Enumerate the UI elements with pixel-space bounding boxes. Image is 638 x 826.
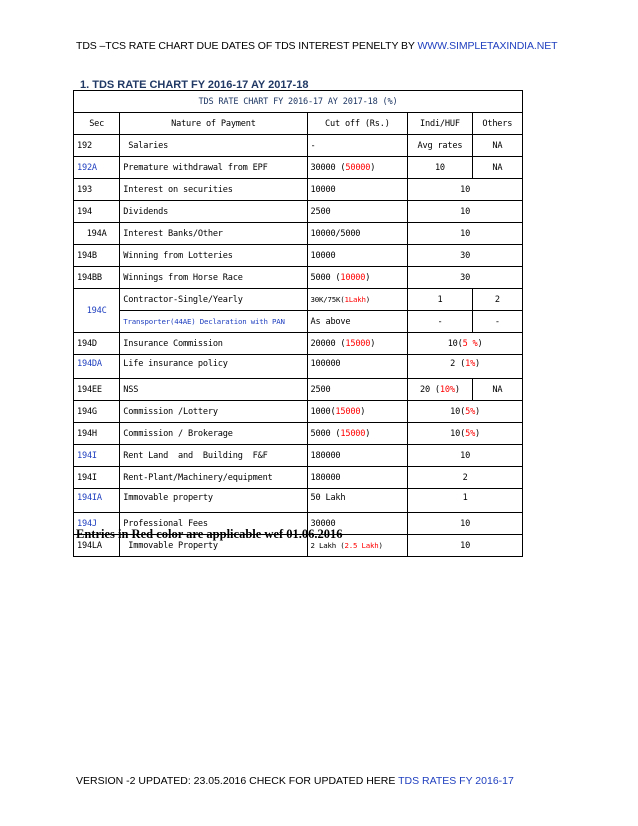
cutoff-cell: 100000: [307, 355, 408, 379]
header-text: TDS –TCS RATE CHART DUE DATES OF TDS INTEREST PENELTY BY: [76, 40, 418, 52]
table-row: [74, 445, 523, 467]
table-row: [74, 201, 523, 223]
sec-cell: 194B: [74, 245, 120, 267]
nature-cell: Interest on securities: [120, 179, 307, 201]
cutoff-cell: 30000 (50000): [307, 157, 408, 179]
table-row: [74, 289, 523, 311]
table-row: [74, 157, 523, 179]
red-entries-note: Entries in Red color are applicable wef 01.06.2016: [76, 527, 343, 541]
sec-cell: 194C: [74, 289, 120, 333]
cutoff-cell: 10000: [307, 179, 408, 201]
nature-cell: Commission /Lottery: [120, 401, 307, 423]
others-cell: NA: [472, 135, 522, 157]
rate-cell: 10: [408, 445, 523, 467]
column-header: Sec: [74, 113, 120, 135]
column-header: Others: [472, 113, 522, 135]
table-caption: TDS RATE CHART FY 2016-17 AY 2017-18 (%): [74, 91, 523, 113]
sec-cell: 194DA: [74, 355, 120, 379]
column-header: Nature of Payment: [120, 113, 307, 135]
cutoff-cell: 30000: [307, 513, 408, 535]
cutoff-cell: 1000(15000): [307, 401, 408, 423]
sec-cell: 194I: [74, 467, 120, 489]
table-row: [74, 135, 523, 157]
indi-cell: 1: [408, 289, 472, 311]
table-row: [74, 223, 523, 245]
page-footer: [76, 775, 514, 787]
cutoff-cell: 5000 (10000): [307, 267, 408, 289]
table-row: [74, 423, 523, 445]
nature-cell: Winnings from Horse Race: [120, 267, 307, 289]
nature-cell: Immovable property: [120, 489, 307, 513]
indi-cell: -: [408, 311, 472, 333]
rate-cell: 10: [408, 179, 523, 201]
table-row: [74, 179, 523, 201]
footer-text: VERSION -2 UPDATED: 23.05.2016 CHECK FOR UPDATED HERE: [76, 775, 399, 787]
others-cell: NA: [472, 379, 522, 401]
sec-cell: 194J: [74, 513, 120, 535]
sec-cell: 192: [74, 135, 120, 157]
rate-cell: 2 (1%): [408, 355, 523, 379]
cutoff-cell: 50 Lakh: [307, 489, 408, 513]
nature-cell: Transporter(44AE) Declaration with PAN: [120, 311, 307, 333]
sec-cell: 193: [74, 179, 120, 201]
sec-cell: 194: [74, 201, 120, 223]
nature-cell: Professional Fees: [120, 513, 307, 535]
cutoff-cell: As above: [307, 311, 408, 333]
table-row: [74, 333, 523, 355]
rate-cell: 30: [408, 245, 523, 267]
indi-cell: 20 (10%): [408, 379, 472, 401]
nature-cell: Commission / Brokerage: [120, 423, 307, 445]
table-row: [74, 379, 523, 401]
tds-rate-table: [73, 90, 523, 557]
others-cell: NA: [472, 157, 522, 179]
sec-cell: 194BB: [74, 267, 120, 289]
cutoff-cell: 2 Lakh (2.5 Lakh): [307, 535, 408, 557]
table-header-row: [74, 113, 523, 135]
table-row: [74, 401, 523, 423]
nature-cell: Salaries: [120, 135, 307, 157]
cutoff-cell: 180000: [307, 467, 408, 489]
sec-cell: 194A: [74, 223, 120, 245]
others-cell: -: [472, 311, 522, 333]
page-header: [76, 40, 557, 52]
rate-cell: 10(5%): [408, 423, 523, 445]
others-cell: 2: [472, 289, 522, 311]
column-header: Indi/HUF: [408, 113, 472, 135]
cutoff-cell: -: [307, 135, 408, 157]
cutoff-cell: 10000/5000: [307, 223, 408, 245]
sec-cell: 194EE: [74, 379, 120, 401]
section-title: 1. TDS RATE CHART FY 2016-17 AY 2017-18: [80, 79, 309, 91]
table-row: [74, 467, 523, 489]
sec-cell: 194LA: [74, 535, 120, 557]
nature-cell: Interest Banks/Other: [120, 223, 307, 245]
nature-cell: Premature withdrawal from EPF: [120, 157, 307, 179]
nature-cell: Rent-Plant/Machinery/equipment: [120, 467, 307, 489]
nature-cell: Contractor-Single/Yearly: [120, 289, 307, 311]
table-row: [74, 311, 523, 333]
table-row: [74, 245, 523, 267]
nature-cell: Dividends: [120, 201, 307, 223]
table-row: [74, 489, 523, 513]
cutoff-cell: 180000: [307, 445, 408, 467]
sec-cell: 194IA: [74, 489, 120, 513]
cutoff-cell: 20000 (15000): [307, 333, 408, 355]
nature-cell: NSS: [120, 379, 307, 401]
rate-cell: 1: [408, 489, 523, 513]
nature-cell: Immovable Property: [120, 535, 307, 557]
cutoff-cell: 2500: [307, 201, 408, 223]
rate-cell: 10(5%): [408, 401, 523, 423]
column-header: Cut off (Rs.): [307, 113, 408, 135]
cutoff-cell: 30K/75K(1Lakh): [307, 289, 408, 311]
sec-cell: 194G: [74, 401, 120, 423]
rate-cell: 10: [408, 513, 523, 535]
table-row: [74, 267, 523, 289]
nature-cell: Winning from Lotteries: [120, 245, 307, 267]
sec-cell: 192A: [74, 157, 120, 179]
header-website-link[interactable]: WWW.SIMPLETAXINDIA.NET: [417, 40, 558, 52]
nature-cell: Rent Land and Building F&F: [120, 445, 307, 467]
rate-cell: 10: [408, 535, 523, 557]
footer-tds-rates-link[interactable]: TDS RATES FY 2016-17: [398, 775, 514, 787]
nature-cell: Life insurance policy: [120, 355, 307, 379]
cutoff-cell: 5000 (15000): [307, 423, 408, 445]
cutoff-cell: 10000: [307, 245, 408, 267]
cutoff-cell: 2500: [307, 379, 408, 401]
sec-cell: 194H: [74, 423, 120, 445]
sec-cell: 194D: [74, 333, 120, 355]
rate-cell: 30: [408, 267, 523, 289]
indi-cell: Avg rates: [408, 135, 472, 157]
rate-cell: 2: [408, 467, 523, 489]
rate-cell: 10: [408, 201, 523, 223]
table-row: [74, 355, 523, 379]
nature-cell: Insurance Commission: [120, 333, 307, 355]
indi-cell: 10: [408, 157, 472, 179]
rate-cell: 10(5 %): [408, 333, 523, 355]
rate-cell: 10: [408, 223, 523, 245]
sec-cell: 194I: [74, 445, 120, 467]
